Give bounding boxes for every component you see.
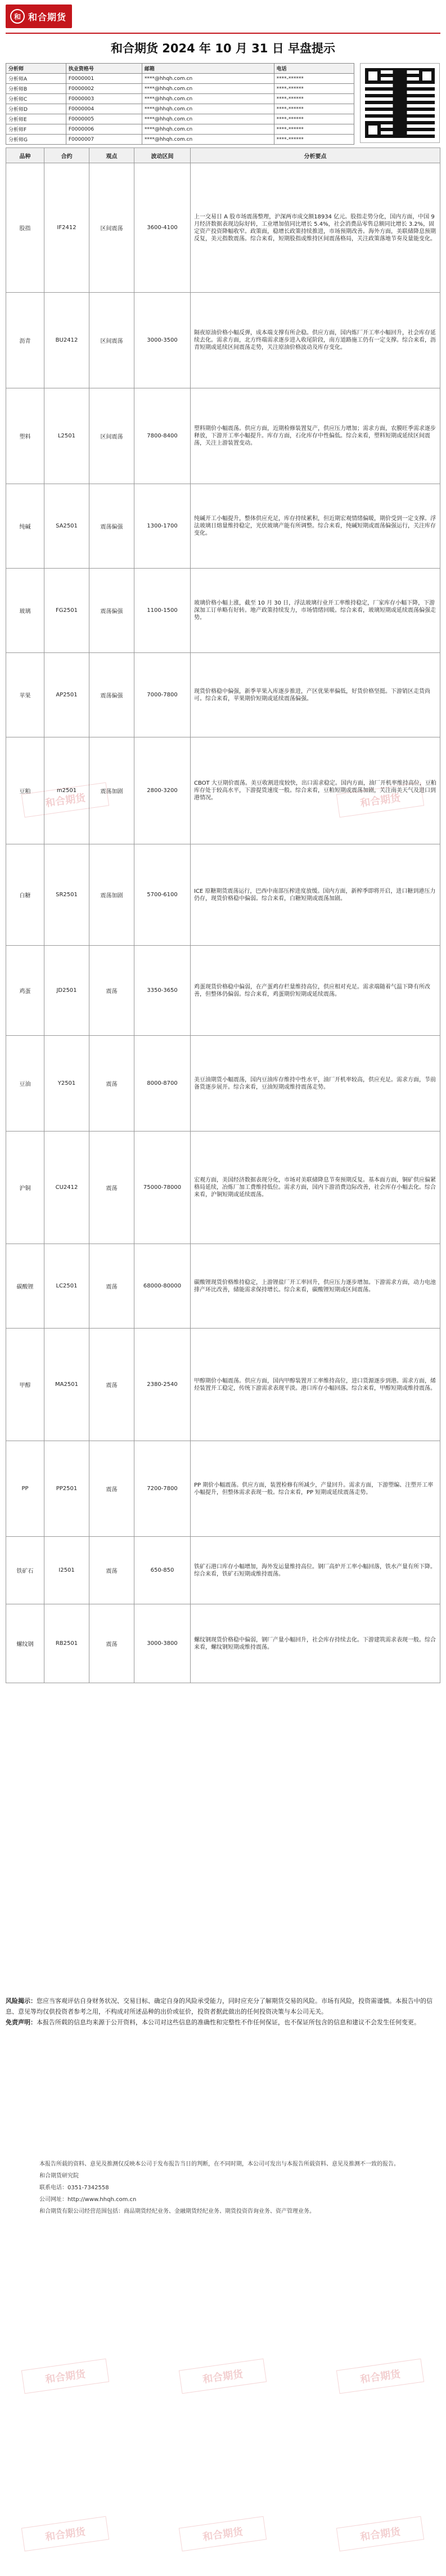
contract-code: IF2412: [44, 163, 89, 293]
commodity-name: 玻璃: [6, 569, 44, 653]
analyst-name: 分析师B: [6, 84, 66, 94]
table-row: [6, 1036, 440, 1132]
header-analysis: 分析要点: [191, 148, 440, 163]
market-view: 震荡: [89, 946, 134, 1036]
volatility-range: 3600-4100: [134, 163, 191, 293]
commodity-name: 鸡蛋: [6, 946, 44, 1036]
commodity-name: 纯碱: [6, 484, 44, 569]
header-contract: 合约: [44, 148, 89, 163]
watermark: 和合期货: [336, 2516, 424, 2552]
analyst-phone: ****-******: [274, 114, 354, 124]
analyst-phone: ****-******: [274, 74, 354, 84]
table-row: [6, 1604, 440, 1683]
footer-line: 本报告所载的资料、意见及推测仅反映本公司于发布报告当日的判断，在不同时期，本公司可发出与本报告所载资料、意见及推测不一致的报告。: [39, 2161, 399, 2167]
analysis-text: 隔夜原油价格小幅反弹，成本端支撑有所企稳。供应方面，国内炼厂开工率小幅回升，社会库存延续去化。需求方面，北方终端需求逐步进入收尾阶段，南方道路施工仍有一定支撑。综合来看，沥青短期或延续区间震荡走势，关注原油价格波动及库存变化。: [191, 293, 440, 388]
analyst-email: ****@hhqh.com.cn: [142, 94, 274, 104]
table-header-row: [6, 148, 440, 163]
market-view: 区间震荡: [89, 293, 134, 388]
watermark: 和合期货: [21, 782, 109, 818]
contacts-row: [6, 104, 354, 114]
header-divider: [6, 33, 440, 34]
page-header: [0, 0, 446, 39]
market-view: 震荡加剧: [89, 737, 134, 844]
analyst-license: F0000002: [66, 84, 142, 94]
table-row: [6, 1537, 440, 1604]
contract-code: LC2501: [44, 1244, 89, 1329]
volatility-range: 7200-7800: [134, 1441, 191, 1537]
market-view: 震荡: [89, 1441, 134, 1537]
volatility-range: 2380-2540: [134, 1329, 191, 1441]
analyst-license: F0000003: [66, 94, 142, 104]
commodity-name: 白糖: [6, 844, 44, 946]
contacts-row: [6, 135, 354, 145]
analyst-name: 分析师G: [6, 135, 66, 145]
analyst-phone: ****-******: [274, 84, 354, 94]
volatility-range: 3000-3800: [134, 1604, 191, 1683]
table-row: [6, 163, 440, 293]
analyst-license: F0000006: [66, 124, 142, 135]
contract-code: I2501: [44, 1537, 89, 1604]
volatility-range: 650-850: [134, 1537, 191, 1604]
table-row: [6, 293, 440, 388]
table-row: [6, 946, 440, 1036]
watermark: 和合期货: [179, 2516, 267, 2552]
analyst-license: F0000004: [66, 104, 142, 114]
contract-code: L2501: [44, 388, 89, 484]
contacts-row: [6, 84, 354, 94]
contacts-header-row: [6, 64, 354, 74]
qr-code-icon: [365, 68, 435, 138]
analyst-license: F0000007: [66, 135, 142, 145]
table-row: [6, 844, 440, 946]
volatility-range: 7800-8400: [134, 388, 191, 484]
header-range: 波动区间: [134, 148, 191, 163]
contacts-header-cell: 电话: [274, 64, 354, 74]
contract-code: m2501: [44, 737, 89, 844]
table-row: [6, 484, 440, 569]
market-view: 震荡: [89, 1132, 134, 1244]
footer-line: 和合期货研究院: [39, 2173, 79, 2179]
analyst-license: F0000001: [66, 74, 142, 84]
analyst-phone: ****-******: [274, 104, 354, 114]
analyst-name: 分析师A: [6, 74, 66, 84]
analyst-license: F0000005: [66, 114, 142, 124]
market-view: 震荡加剧: [89, 844, 134, 946]
commodity-name: PP: [6, 1441, 44, 1537]
risk-disclosure: [6, 1996, 440, 2028]
watermark: 和合期货: [21, 2516, 109, 2552]
analyst-contacts-table: [6, 63, 354, 145]
contract-code: SR2501: [44, 844, 89, 946]
volatility-range: 1300-1700: [134, 484, 191, 569]
volatility-range: 1100-1500: [134, 569, 191, 653]
analyst-email: ****@hhqh.com.cn: [142, 114, 274, 124]
table-row: [6, 1441, 440, 1537]
analyst-name: 分析师D: [6, 104, 66, 114]
contacts-row: [6, 124, 354, 135]
analyst-email: ****@hhqh.com.cn: [142, 84, 274, 94]
commodity-name: 塑料: [6, 388, 44, 484]
qr-finder-icon: [365, 68, 381, 84]
qr-finder-icon: [419, 68, 435, 84]
analyst-phone: ****-******: [274, 135, 354, 145]
analysis-text: 铁矿石港口库存小幅增加，海外发运量维持高位。钢厂高炉开工率小幅回落，铁水产量有所下降。综合来看，铁矿石短期或维持震荡。: [191, 1537, 440, 1604]
volatility-range: 2800-3200: [134, 737, 191, 844]
volatility-range: 8000-8700: [134, 1036, 191, 1132]
table-row: [6, 1132, 440, 1244]
analysis-text: 甲醇期价小幅震荡。供应方面，国内甲醇装置开工率维持高位，进口货源逐步到港。需求方面，烯烃装置开工稳定，传统下游需求表现平淡。港口库存小幅回落。综合来看，甲醇短期或维持震荡。: [191, 1329, 440, 1441]
volatility-range: 5700-6100: [134, 844, 191, 946]
analyst-name: 分析师E: [6, 114, 66, 124]
market-view: 震荡: [89, 1329, 134, 1441]
analysis-text: 上一交易日 A 股市场震荡整理，沪深两市成交额18934 亿元。股指走势分化，国内方面，中国 9 月经济数据表现边际好转，工业增加值同比增长 5.4%，社会消费品零售总额同比增长 3.2%，固定资产投资降幅收窄。政策面，稳增长政策持续推进，市场预期改善。海外方面，美联储降息预期反复，美元指数震荡。综合来看，短期股指或维持区间震荡格局，关注政策落地节奏及量能变化。: [191, 163, 440, 293]
analyst-email: ****@hhqh.com.cn: [142, 104, 274, 114]
analyst-email: ****@hhqh.com.cn: [142, 135, 274, 145]
market-view: 震荡: [89, 1244, 134, 1329]
page-title: 和合期货 2024 年 10 月 31 日 早盘提示: [110, 42, 336, 55]
contract-code: BU2412: [44, 293, 89, 388]
table-row: [6, 569, 440, 653]
header-category: 品种: [6, 148, 44, 163]
analyst-phone: ****-******: [274, 124, 354, 135]
volatility-range: 75000-78000: [134, 1132, 191, 1244]
analysis-text: 纯碱开工小幅提升，整体供应充足，库存持续累积，但近期宏观情绪偏暖，期价受到一定支撑。浮法玻璃日熔量维持稳定，光伏玻璃产能有所调整。综合来看，纯碱短期或震荡偏强运行，关注库存变化。: [191, 484, 440, 569]
contract-code: Y2501: [44, 1036, 89, 1132]
footer-line: 公司网址：http://www.hhqh.com.cn: [39, 2197, 137, 2203]
market-view: 区间震荡: [89, 388, 134, 484]
contract-code: PP2501: [44, 1441, 89, 1537]
contract-code: RB2501: [44, 1604, 89, 1683]
footer-line: 联系电话：0351-7342558: [39, 2185, 109, 2191]
analysis-text: 鸡蛋现货价格稳中偏弱，在产蛋鸡存栏量维持高位，供应相对充足。需求端随着气温下降有所改善，但整体仍偏弱。综合来看，鸡蛋期价短期或延续震荡。: [191, 946, 440, 1036]
analysis-text: ICE 原糖期货震荡运行，巴西中南部压榨进度放缓。国内方面，新榨季即将开启，进口糖到港压力仍存，现货价格稳中偏弱。综合来看，白糖短期或震荡加剧。: [191, 844, 440, 946]
analysis-text: 玻璃价格小幅上涨，截至 10 月 30 日，浮法玻璃行业开工率维持稳定，厂家库存小幅下降，下游深加工订单略有好转。地产政策持续发力，市场情绪回暖。综合来看，玻璃短期或延续震荡偏强走势。: [191, 569, 440, 653]
footer-line: 和合期货有限公司经营范围包括：商品期货经纪业务、金融期货经纪业务、期货投资咨询业务、资产管理业务。: [39, 2208, 315, 2215]
contacts-row: [6, 74, 354, 84]
analyst-name: 分析师C: [6, 94, 66, 104]
header-view: 观点: [89, 148, 134, 163]
contract-code: SA2501: [44, 484, 89, 569]
watermark: 和合期货: [336, 782, 424, 818]
analysis-text: CBOT 大豆期价震荡。美豆收割进度较快，出口需求稳定。国内方面，油厂开机率维持高位，豆粕库存处于较高水平，下游提货速度一般。综合来看，豆粕短期或震荡加剧，关注南美天气及进口到港情况。: [191, 737, 440, 844]
commodity-name: 沪铜: [6, 1132, 44, 1244]
volatility-range: 3000-3500: [134, 293, 191, 388]
table-row: [6, 388, 440, 484]
contacts-row: [6, 94, 354, 104]
table-row: [6, 653, 440, 737]
commodity-name: 苹果: [6, 653, 44, 737]
risk-text: 您应当客观评估自身财务状况、交易目标、确定自身的风险承受能力，同时应充分了解期货交易的风险。市场有风险，投资需谨慎。本报告中的信息、意见等均仅供投资者参考之用，不构成对所述品种的出价或征价，投资者据此做出的任何投资决策与本公司无关。: [6, 1997, 433, 2015]
logo-mark-icon: 和: [10, 9, 25, 24]
table-row: [6, 1329, 440, 1441]
qr-finder-icon: [365, 122, 381, 138]
market-view: 震荡: [89, 1036, 134, 1132]
commodity-name: 股指: [6, 163, 44, 293]
commodity-name: 碳酸锂: [6, 1244, 44, 1329]
commodity-name: 甲醇: [6, 1329, 44, 1441]
commodity-name: 豆油: [6, 1036, 44, 1132]
analysis-text: PP 期价小幅震荡。供应方面，装置检修有所减少，产量回升。需求方面，下游塑编、注塑开工率小幅提升，但整体需求表现一般。综合来看，PP 短期或延续震荡走势。: [191, 1441, 440, 1537]
analyst-phone: ****-******: [274, 94, 354, 104]
contacts-row: [6, 114, 354, 124]
analysis-text: 塑料期价小幅震荡。供应方面，近期检修装置复产，供应压力增加；需求方面，农膜旺季需求逐步释放，下游开工率小幅提升。库存方面，石化库存中性偏低。综合来看，塑料短期或延续区间震荡，关注上游装置变动。: [191, 388, 440, 484]
risk-title: 风险揭示：: [6, 1997, 37, 2005]
contract-code: MA2501: [44, 1329, 89, 1441]
market-view: 震荡: [89, 1604, 134, 1683]
contacts-header-cell: 执业资格号: [66, 64, 142, 74]
analysis-text: 碳酸锂现货价格维持稳定，上游锂盐厂开工率回升，供应压力逐步增加。下游需求方面，动力电池排产环比改善，储能需求保持增长。综合来看，碳酸锂短期或区间震荡。: [191, 1244, 440, 1329]
watermark: 和合期货: [21, 2359, 109, 2394]
disclaimer-title: 免责声明：: [6, 2019, 37, 2026]
qr-code: [360, 63, 440, 143]
market-view: 震荡偏强: [89, 569, 134, 653]
market-view: 震荡: [89, 1537, 134, 1604]
analysis-text: 现货价格稳中偏强，新季苹果入库逐步推进，产区优果率偏低，好货价格坚挺。下游销区走货尚可。综合来看，苹果期价短期或延续震荡偏强。: [191, 653, 440, 737]
analysis-text: 宏观方面，美国经济数据表现分化，市场对美联储降息节奏预期反复。基本面方面，铜矿供应偏紧格局延续，冶炼厂加工费维持低位。需求方面，国内下游消费边际改善，社会库存小幅去化。综合来看，沪铜短期或延续震荡。: [191, 1132, 440, 1244]
table-row: [6, 1244, 440, 1329]
volatility-range: 7000-7800: [134, 653, 191, 737]
contacts-header-cell: 分析师: [6, 64, 66, 74]
commodity-name: 铁矿石: [6, 1537, 44, 1604]
brand-logo: [6, 5, 72, 28]
analyst-name: 分析师F: [6, 124, 66, 135]
logo-text: 和合期货: [28, 11, 67, 23]
analysis-text: 美豆油期货小幅震荡，国内豆油库存维持中性水平，油厂开机率较高，供应充足。需求方面，节前备货逐步展开。综合来看，豆油短期或维持震荡走势。: [191, 1036, 440, 1132]
contract-code: JD2501: [44, 946, 89, 1036]
volatility-range: 3350-3650: [134, 946, 191, 1036]
watermark: 和合期货: [179, 2359, 267, 2394]
analyst-email: ****@hhqh.com.cn: [142, 124, 274, 135]
disclaimer-text: 本报告所载的信息均来源于公开资料，本公司对这些信息的准确性和完整性不作任何保证，也不保证所包含的信息和建议不会发生任何变更。: [37, 2019, 420, 2026]
market-outlook-table: [6, 147, 440, 1683]
market-view: 区间震荡: [89, 163, 134, 293]
contract-code: CU2412: [44, 1132, 89, 1244]
commodity-name: 沥青: [6, 293, 44, 388]
market-view: 震荡偏强: [89, 484, 134, 569]
market-view: 震荡偏强: [89, 653, 134, 737]
contacts-header-cell: 邮箱: [142, 64, 274, 74]
analysis-text: 螺纹钢现货价格稳中偏弱，钢厂产量小幅回升，社会库存持续去化。下游建筑需求表现一般。综合来看，螺纹钢短期或维持震荡。: [191, 1604, 440, 1683]
footer-disclaimer: [39, 2159, 405, 2218]
commodity-name: 豆粕: [6, 737, 44, 844]
commodity-name: 螺纹钢: [6, 1604, 44, 1683]
contract-code: AP2501: [44, 653, 89, 737]
analyst-email: ****@hhqh.com.cn: [142, 74, 274, 84]
contract-code: FG2501: [44, 569, 89, 653]
watermark: 和合期货: [336, 2359, 424, 2394]
volatility-range: 68000-80000: [134, 1244, 191, 1329]
